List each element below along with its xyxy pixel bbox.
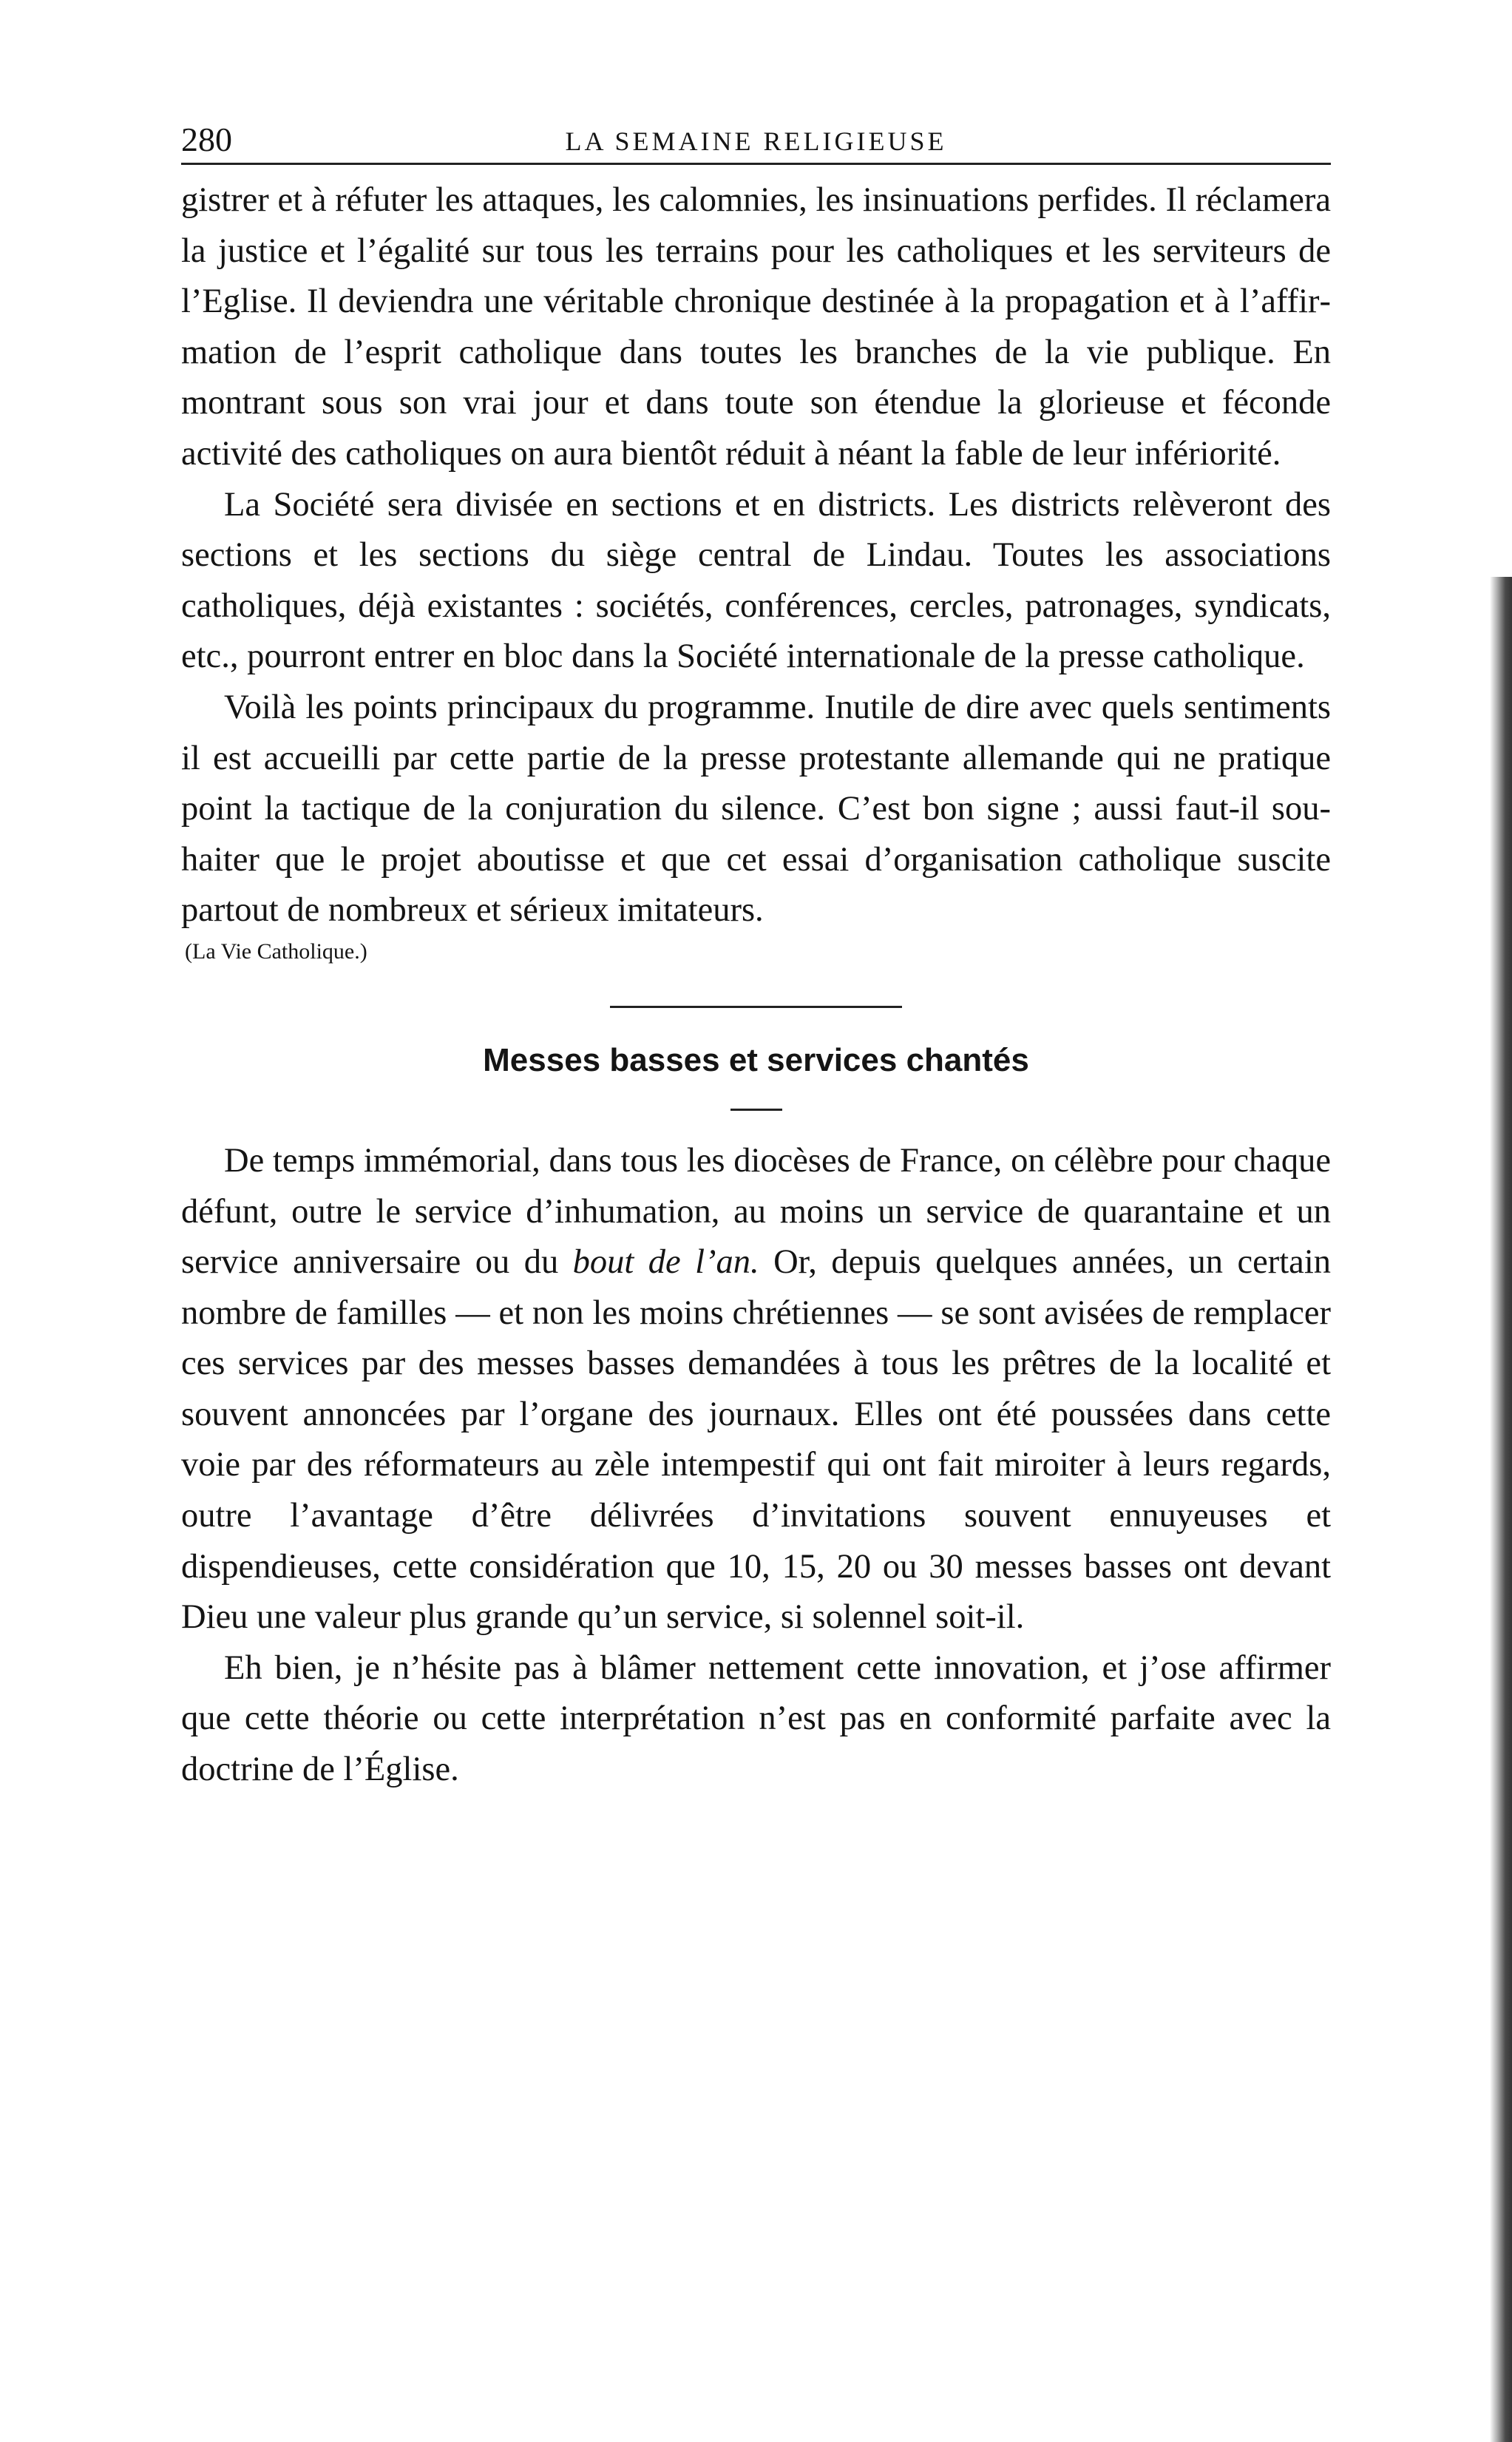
- book-page: [181, 104, 1331, 1796]
- section-separator: [610, 1006, 902, 1008]
- paragraph: [181, 1136, 1331, 1643]
- section-title: Messes basses et services chantés: [483, 1041, 1029, 1078]
- scan-edge-mask: [1490, 0, 1512, 577]
- page-number: 280: [181, 121, 232, 158]
- header-rule: [181, 163, 1331, 165]
- italic-phrase: bout de l’an.: [572, 1243, 759, 1282]
- article-body: [181, 1136, 1331, 1796]
- paragraph-text: Or, depuis quelques années, un certain nombre de familles — et non les moins chrétiennes — se sont avisées de remplacer ces services par des messes basses demandées à tous les prêtres de la localité et souvent annoncées par l’organe des journaux. Elles ont été poussées dans cette voie par des réformateurs au zèle intempestif qui ont fait miroiter à leurs regards, outre l’avantage d’être délivrées d’invitations souvent ennuyeuses et dispendieuses, cette considération que 10, 15, 20 ou 30 messes basses ont devant Dieu une valeur plus grande qu’un service, si solennel soit-il.: [181, 1243, 1331, 1637]
- running-head: [181, 104, 1331, 163]
- paragraph: Voilà les points principaux du programme. Inutile de dire avec quels sentiments il est accueilli par cette partie de la presse protestante allemande qui ne pratique point la tactique de la conjuration du silence. C’est bon signe ; aussi faut-il souhaiter que le projet aboutisse et que cet essai d’organisation catholique suscite partout de nombreux et sérieux imitateurs.: [181, 688, 1331, 930]
- article-continuation: [181, 175, 1331, 967]
- paragraph-text: De temps immémorial, dans tous les diocèses de France, on célèbre pour chaque défunt, outre le service d’inhumation, au moins un service de quarantaine et un service anniversaire ou du: [181, 1141, 1331, 1282]
- paragraph: Eh bien, je n’hésite pas à blâmer nettement cette innovation, et j’ose affirmer que cette théorie ou cette interprétation n’est pas en conformité parfaite avec la doctrine de l’Église.: [181, 1648, 1331, 1789]
- source-citation: (La Vie Catholique.): [185, 938, 367, 964]
- running-title: LA SEMAINE RELIGIEUSE: [565, 126, 947, 156]
- paragraph: gistrer et à réfuter les attaques, les calomnies, les insinuations perfides. Il réclamera la justice et l’égalité sur tous les terrains pour les catholiques et les serviteurs de l’Eglise. Il deviendra une véritable chronique destinée à la propagation et à l’affirmation de l’esprit catholique dans toutes les branches de la vie publique. En montrant sous son vrai jour et dans toute son étendue la glorieuse et féconde activité des catholiques on aura bientôt réduit à néant la fable de leur infériorité.: [181, 181, 1331, 473]
- paragraph: La Société sera divisée en sections et en districts. Les districts relèveront des sections et les sections du siège central de Lindau. Toutes les associations catholiques, déjà existantes : sociétés, conférences, cercles, patronages, syndicats, etc., pourront entrer en bloc dans la Société internationale de la presse catholique.: [181, 485, 1331, 676]
- title-rule: [730, 1109, 782, 1111]
